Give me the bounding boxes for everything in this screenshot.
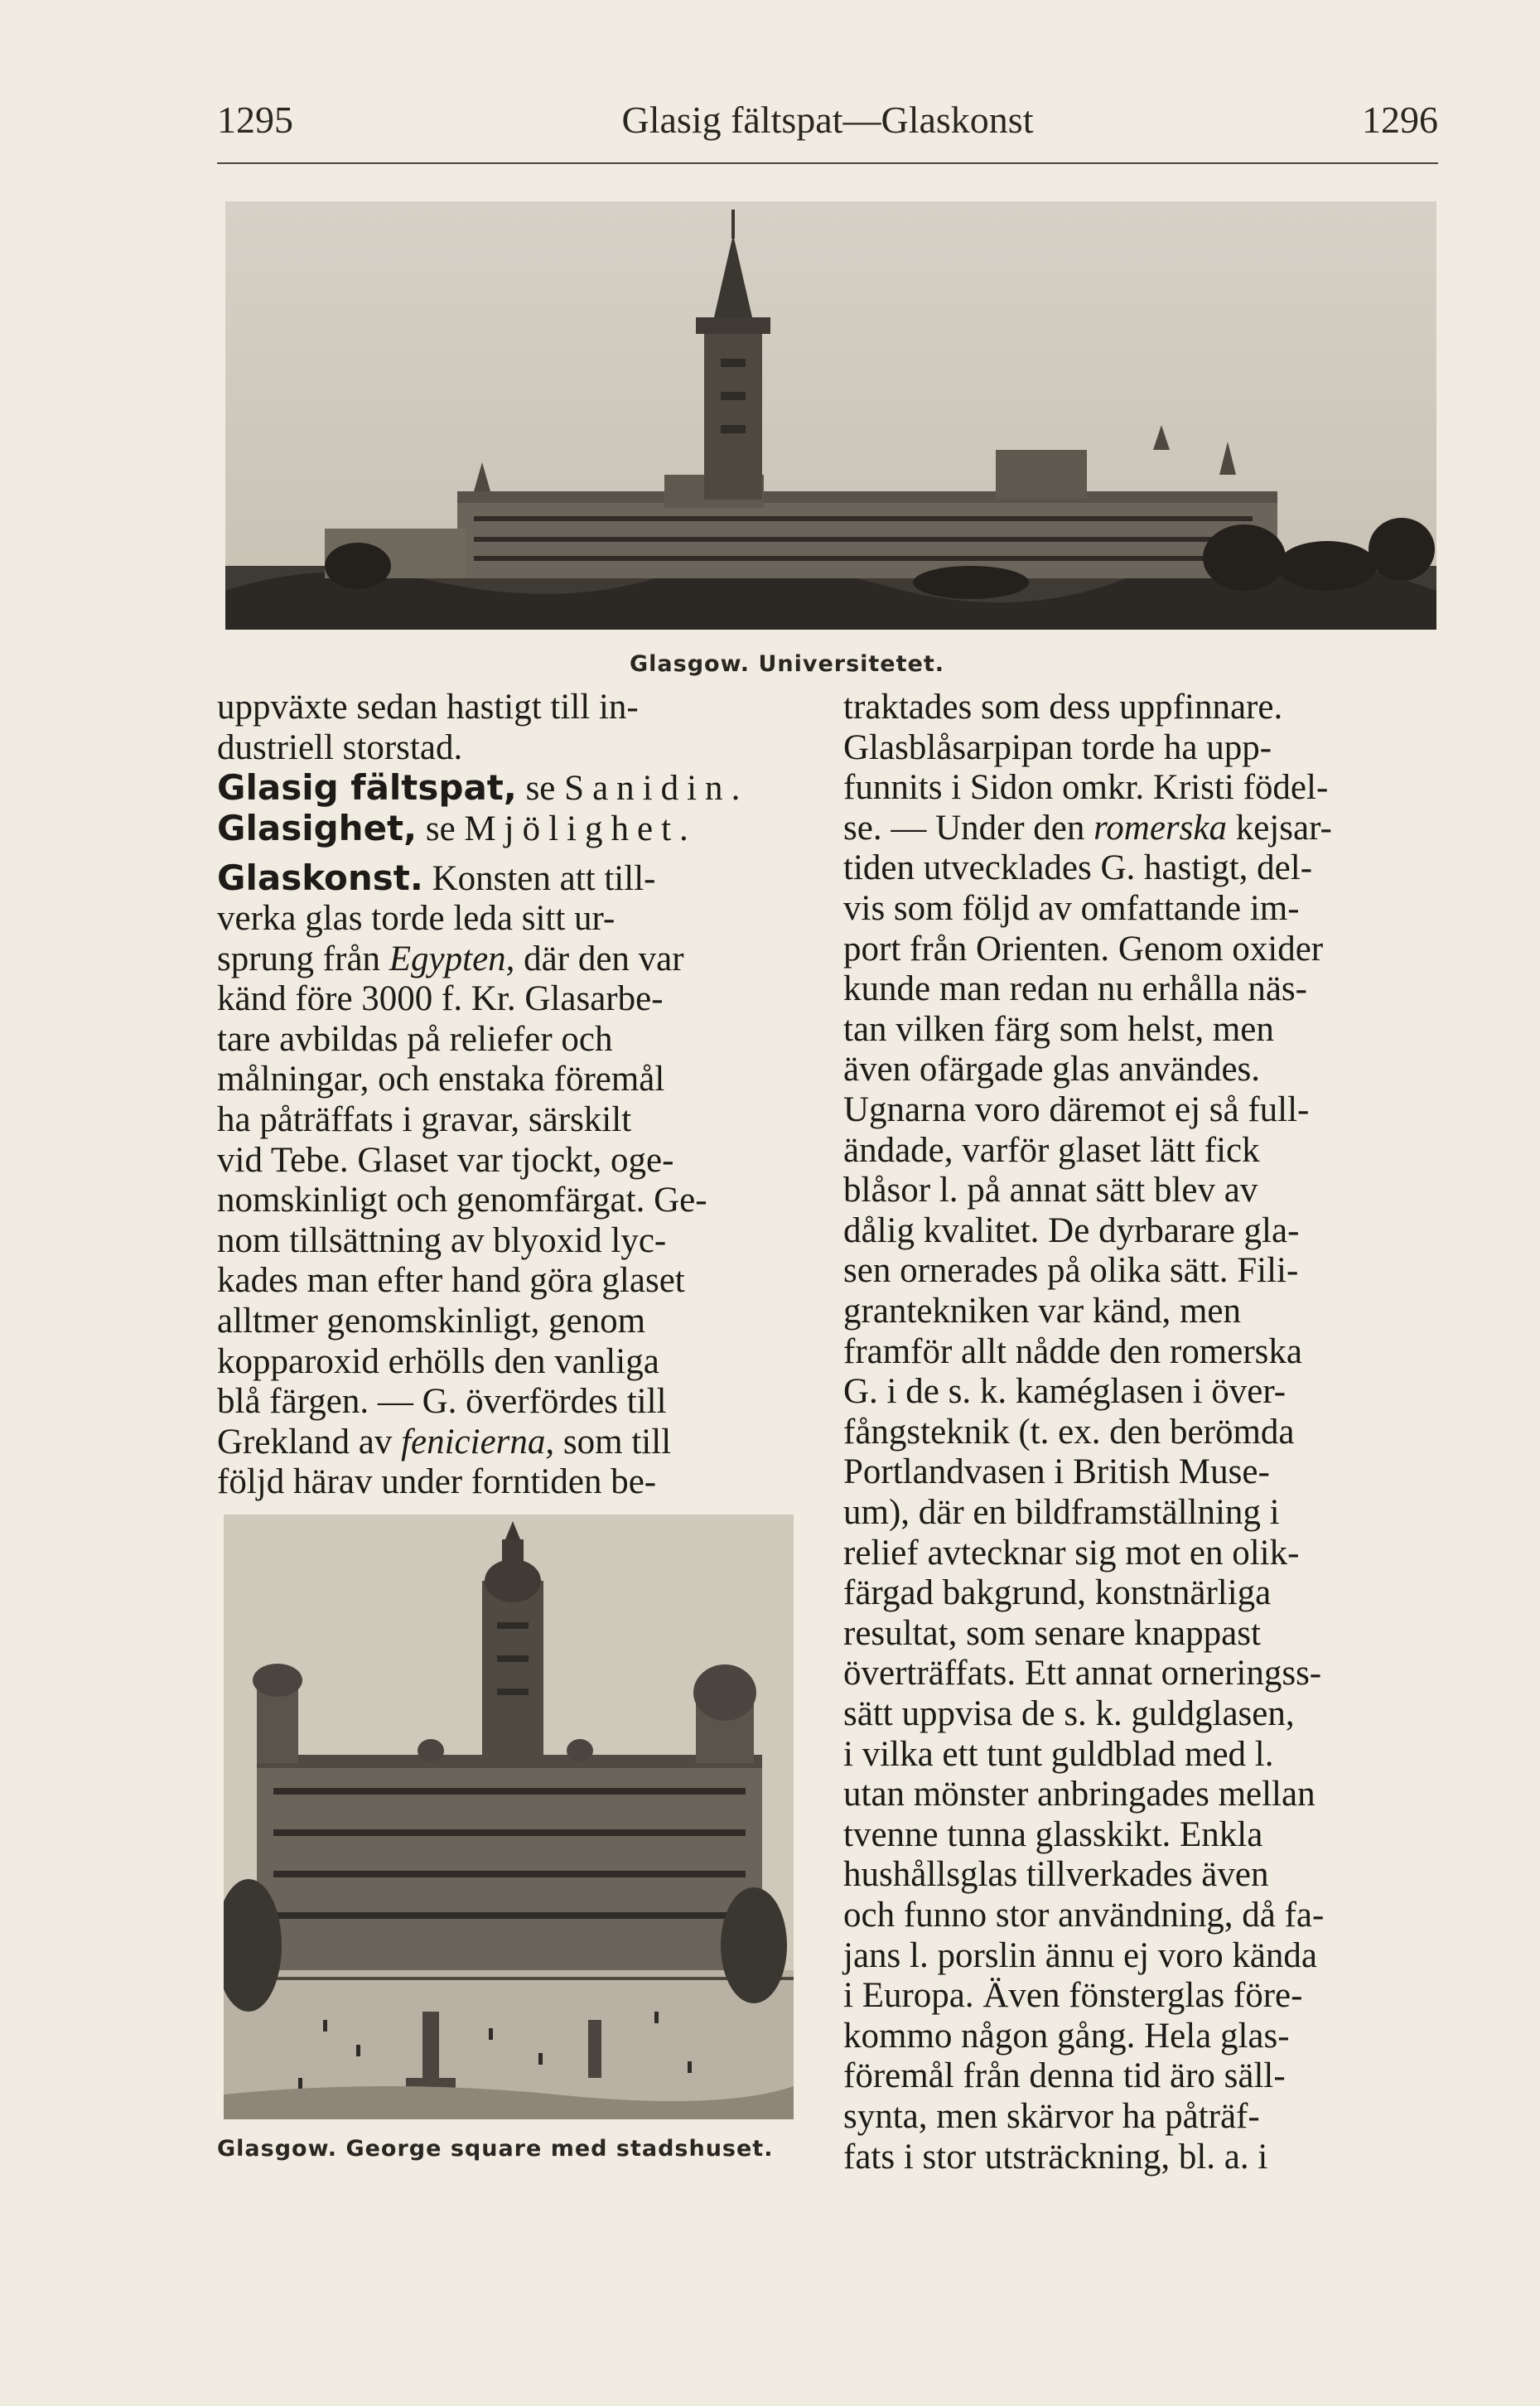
text-line: grantekniken var känd, men — [843, 1292, 1241, 1331]
text-line: traktades som dess uppfinnare. — [843, 688, 1283, 727]
text-run: se — [516, 769, 565, 809]
entry-headword: Glasig fältspat, — [217, 767, 517, 809]
cross-reference: Mjölighet — [464, 809, 680, 848]
text-line: fångsteknik (t. ex. den berömda — [843, 1412, 1295, 1452]
university-photo — [225, 201, 1436, 630]
university-caption: Glasgow. Universitetet. — [629, 651, 944, 677]
text-line — [217, 1423, 805, 1462]
text-line: överträffats. Ett annat orneringss- — [843, 1654, 1322, 1693]
text-run: . — [679, 809, 688, 848]
text-line: målningar, och enstaka föremål — [217, 1060, 665, 1099]
text-line — [217, 858, 805, 899]
text-run: se — [417, 809, 465, 848]
text-line: färgad bakgrund, konstnärliga — [843, 1573, 1272, 1613]
text-line: sätt uppvisa de s. k. guldglasen, — [843, 1694, 1295, 1733]
text-line — [217, 768, 805, 809]
header-rule — [217, 162, 1438, 164]
text-line: ha påträffats i gravar, särskilt — [217, 1100, 632, 1139]
text-line: tiden utvecklades G. hastigt, del- — [843, 848, 1313, 888]
entry-headword: Glaskonst. — [217, 858, 423, 899]
text-line: framför allt nådde den romerska — [843, 1331, 1302, 1371]
text-line: tan vilken färg som helst, men — [843, 1009, 1274, 1049]
text-line: ändade, varför glaset lätt fick — [843, 1130, 1260, 1170]
text-line: känd före 3000 f. Kr. Glasarbe- — [217, 979, 664, 1019]
text-line: vis som följd av omfattande im- — [843, 889, 1300, 928]
text-line: och funno stor användning, då fa- — [843, 1896, 1325, 1935]
text-line — [843, 809, 1438, 848]
text-line: hushållsglas tillverkades även — [843, 1855, 1269, 1895]
emphasis: romerska — [1093, 808, 1227, 848]
text-line: alltmer genomskinligt, genom — [217, 1302, 646, 1341]
text-line: G. i de s. k. kaméglasen i över- — [843, 1372, 1287, 1412]
text-run: som till — [554, 1422, 672, 1461]
text-run: se. — Under den — [843, 808, 1094, 848]
text-line: vid Tebe. Glaset var tjockt, oge- — [217, 1140, 674, 1180]
text-line: fats i stor utsträckning, bl. a. i — [843, 2137, 1268, 2177]
text-line: kopparoxid erhölls den vanliga — [217, 1341, 659, 1381]
text-run: Konsten att till- — [422, 859, 656, 899]
text-line: uppväxte sedan hastigt till in- — [217, 688, 639, 727]
emphasis: Egypten, — [389, 939, 515, 978]
text-run: . — [731, 769, 741, 809]
text-line — [217, 940, 805, 979]
text-line: kommo någon gång. Hela glas- — [843, 2016, 1290, 2056]
text-line: tvenne tunna glasskikt. Enkla — [843, 1814, 1263, 1854]
text-line — [217, 809, 805, 849]
text-line: Ugnarna voro däremot ej så full- — [843, 1090, 1310, 1129]
text-line: utan mönster anbringades mellan — [843, 1775, 1316, 1814]
text-line: blå färgen. — G. överfördes till — [217, 1382, 667, 1422]
text-line: även ofärgade glas användes. — [843, 1050, 1261, 1089]
text-line: följd härav under forntiden be- — [217, 1462, 657, 1502]
text-line: dålig kvalitet. De dyrbarare gla- — [843, 1210, 1300, 1250]
text-line: dustriell storstad. — [217, 727, 463, 767]
text-line: kades man efter hand göra glaset — [217, 1261, 685, 1301]
text-line: kunde man redan nu erhålla näs- — [843, 969, 1307, 1009]
text-line: relief avtecknar sig mot en olik- — [843, 1533, 1300, 1573]
text-line: jans l. porslin ännu ej voro kända — [843, 1935, 1318, 1975]
text-line: i vilka ett tunt guldblad med l. — [843, 1734, 1274, 1774]
text-line: tare avbildas på reliefer och — [217, 1019, 613, 1059]
cross-reference: Sanidin — [564, 769, 731, 809]
text-run: Grekland av — [217, 1422, 402, 1461]
running-title: Glasig fältspat—Glaskonst — [621, 99, 1034, 141]
entry-headword: Glasighet, — [217, 807, 418, 848]
text-line: port från Orienten. Genom oxider — [843, 929, 1324, 969]
text-line: nom tillsättning av blyoxid lyc- — [217, 1220, 667, 1260]
text-line: Glasblåsarpipan torde ha upp- — [843, 727, 1272, 767]
text-line: um), där en bildframställning i — [843, 1493, 1280, 1532]
text-line: resultat, som senare knappast — [843, 1613, 1261, 1653]
george-square-photo — [224, 1515, 794, 2119]
text-line: synta, men skärvor ha påträf- — [843, 2097, 1260, 2136]
george-square-caption: Glasgow. George square med stadshuset. — [217, 2136, 774, 2162]
text-line: verka glas torde leda sitt ur- — [217, 899, 616, 938]
text-run: kejsar- — [1226, 808, 1332, 848]
emphasis: fenicierna, — [401, 1422, 555, 1461]
text-line: nomskinligt och genomfärgat. Ge- — [217, 1181, 707, 1220]
page-number-left: 1295 — [217, 99, 293, 141]
text-line: föremål från denna tid äro säll- — [843, 2056, 1286, 2096]
text-line: sen ornerades på olika sätt. Fili- — [843, 1251, 1299, 1291]
text-line: blåsor l. på annat sätt blev av — [843, 1171, 1258, 1210]
text-line: Portlandvasen i British Muse- — [843, 1452, 1270, 1492]
page-header — [217, 98, 1438, 147]
text-run: sprung från — [217, 939, 389, 978]
text-run: där den var — [514, 939, 684, 978]
text-line: i Europa. Även fönsterglas före- — [843, 1976, 1303, 2016]
page-number-right: 1296 — [1362, 99, 1438, 141]
text-line: funnits i Sidon omkr. Kristi födel- — [843, 768, 1329, 808]
